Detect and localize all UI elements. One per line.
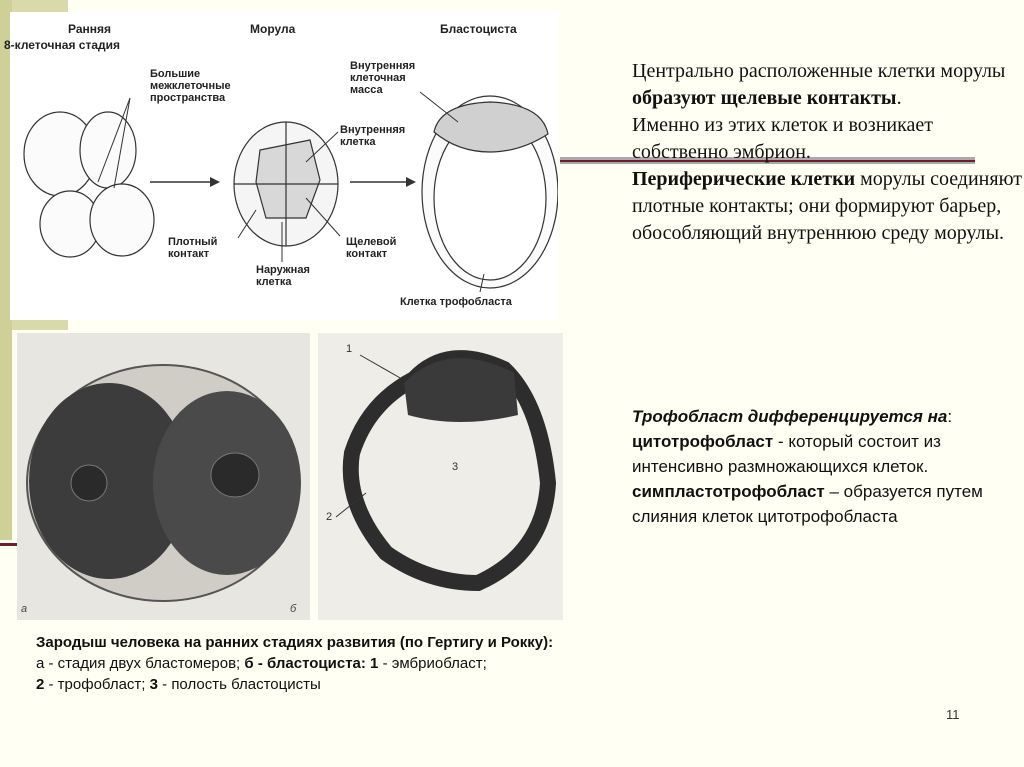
label-gap-junction: Щелевой контакт — [346, 236, 397, 260]
label-trophoblast-cell: Клетка трофобласта — [400, 296, 512, 308]
trophoblast-heading: Трофобласт дифференцируется на: — [632, 407, 953, 426]
photo-blastocyst — [290, 333, 563, 620]
embryo-origin-paragraph: Именно из этих клеток и возникает собственно эмбрион. — [632, 114, 934, 163]
cytotrophoblast-item: цитотрофобласт - который состоит из интенсивно размножающихся клеток. — [632, 432, 941, 476]
label-tight-junction: Плотный контакт — [168, 236, 218, 260]
stage-early-title: Ранняя — [68, 22, 112, 36]
trophoblast-description — [632, 404, 1012, 529]
caption-line-1: а - стадия двух бластомеров; б - бластоциста: 1 - эмбриобласт; — [36, 655, 487, 672]
syncytiotrophoblast-item: симпластотрофобласт – образуется путем слияния клеток цитотрофобласта — [632, 482, 983, 526]
morula-drawing — [234, 122, 338, 246]
stage-morula-title: Морула — [250, 22, 296, 36]
gap-junction-paragraph: Центрально расположенные клетки морулы образуют щелевые контакты. — [632, 60, 1006, 109]
panel-a-label: а — [21, 603, 28, 615]
label-inner-cell-mass: Внутренняя клеточная масса — [350, 60, 416, 96]
caption-title: Зародыш человека на ранних стадиях развития (по Гертигу и Рокку): — [36, 634, 554, 651]
blastocyst-drawing — [422, 96, 558, 288]
marker-2: 2 — [326, 511, 333, 523]
peripheral-cells-paragraph: Периферические клетки морулы соединяют плотные контакты; они формируют барьер, обособляющий внутреннюю среду морулы. — [632, 168, 1023, 244]
page-number: 11 — [946, 707, 960, 722]
blastocyst-image — [318, 333, 563, 620]
embryo-stages-drawing — [10, 12, 558, 320]
marker-1: 1 — [346, 343, 353, 355]
embryo-stages-figure — [4, 12, 558, 320]
stage-8cell-title: 8-клеточная стадия — [4, 38, 120, 52]
panel-b-label: б — [290, 603, 297, 615]
photo-two-blastomeres — [17, 333, 310, 620]
label-outer-cell: Наружная клетка — [256, 264, 310, 288]
eight-cell-embryo — [24, 112, 154, 257]
main-description — [632, 58, 1022, 247]
figure-caption — [36, 632, 596, 695]
label-intercellular-spaces: Большие межклеточные пространства — [150, 68, 231, 104]
two-blastomere-image — [17, 333, 310, 620]
stage-blastocyst-title: Бластоциста — [440, 22, 517, 36]
marker-3: 3 — [452, 461, 459, 473]
caption-line-2: 2 - трофобласт; 3 - полость бластоцисты — [36, 676, 321, 693]
label-inner-cell: Внутренняя клетка — [340, 124, 406, 148]
